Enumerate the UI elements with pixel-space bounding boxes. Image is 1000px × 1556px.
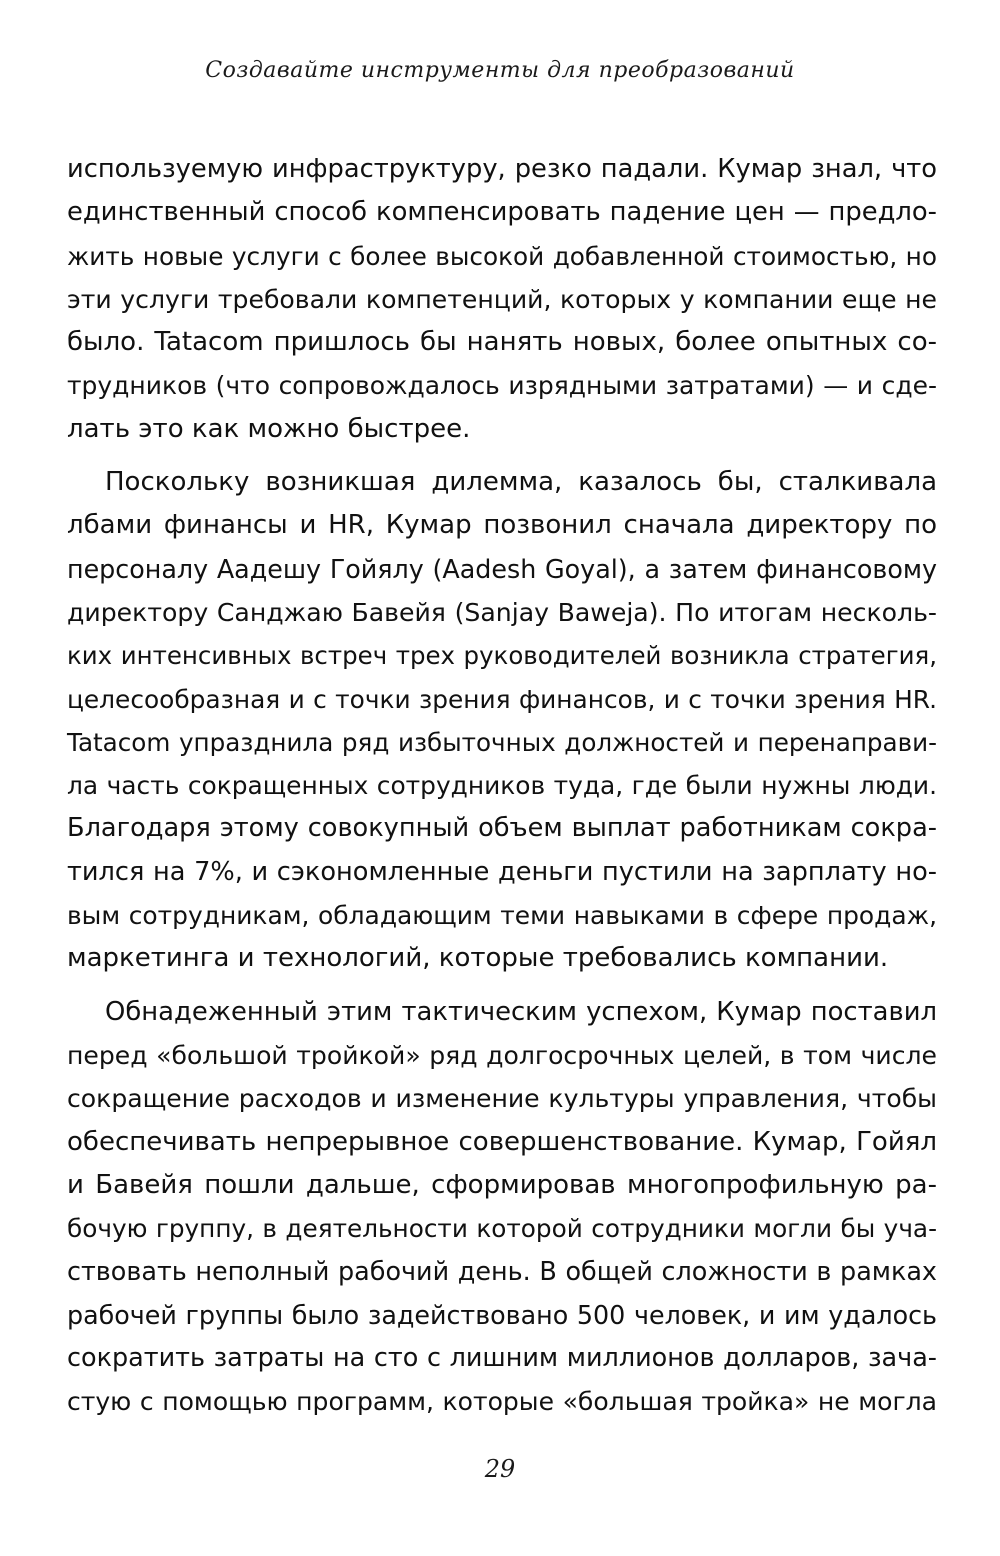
text-line: Благодаря этому совокупный объем выплат работникам сокра- [67,813,937,844]
text-line: ких интенсивных встреч трех руководителей возникла стратегия, [67,641,937,671]
paragraph [67,991,937,1424]
paragraph-gap [67,981,937,991]
text-line: Поскольку возникшая дилемма, казалось бы, сталкивала [105,467,937,498]
text-line: ствовать неполный рабочий день. В общей сложности в рамках [67,1256,937,1287]
text-line: используемую инфраструктуру, резко падали. Кумар знал, что [67,154,937,184]
paragraph [67,148,937,451]
text-line: трудников (что сопровождалось изрядными затратами) — и сде- [67,371,937,401]
text-line: вым сотрудникам, обладающим теми навыками в сфере продаж, [67,901,937,931]
text-line: Обнадеженный этим тактическим успехом, Кумар поставил [105,996,937,1027]
paragraph [67,461,937,981]
text-line: рабочей группы было задействовано 500 человек, и им удалось [67,1299,937,1330]
body-text [67,148,937,1424]
text-line: жить новые услуги с более высокой добавленной стоимостью, но [67,241,937,271]
page-number: 29 [484,1455,516,1483]
text-line: целесообразная и с точки зрения финансов, и с точки зрения HR. [67,684,937,714]
text-line: сократить затраты на сто с лишним миллионов долларов, зача- [67,1343,937,1374]
text-line: лбами финансы и HR, Кумар позвонил сначала директору по [67,510,937,541]
running-header: Создавайте инструменты для преобразований [205,58,795,83]
text-line: директору Санджаю Бавейя (Sanjay Baweja). По итогам несколь- [67,597,937,627]
text-line: ла часть сокращенных сотрудников туда, где были нужны люди. [67,771,937,801]
text-line: было. Tatacom пришлось бы нанять новых, более опытных со- [67,327,937,358]
text-line: бочую группу, в деятельности которой сотрудники могли бы уча- [67,1214,937,1244]
text-line: персоналу Аадешу Гойялу (Aadesh Goyal), а затем финансовому [67,553,937,584]
text-line: Tatacom упразднила ряд избыточных должностей и перенаправи- [67,727,937,757]
paragraph-gap [67,451,937,461]
text-line: стую с помощью программ, которые «большая тройка» не могла [67,1387,937,1417]
text-line: единственный способ компенсировать падение цен — предло- [67,197,937,228]
text-line: и Бавейя пошли дальше, сформировав многопрофильную ра- [67,1169,937,1200]
text-line: маркетинга и технологий, которые требовались компании. [67,943,889,974]
text-line: сокращение расходов и изменение культуры управления, чтобы [67,1084,937,1114]
text-line: эти услуги требовали компетенций, которых у компании еще не [67,284,937,314]
text-line: тился на 7%, и сэкономленные деньги пустили на зарплату но- [67,856,937,887]
text-line: лать это как можно быстрее. [67,413,471,444]
text-line: перед «большой тройкой» ряд долгосрочных целей, в том числе [67,1040,937,1070]
text-line: обеспечивать непрерывное совершенствование. Кумар, Гойял [67,1126,937,1157]
